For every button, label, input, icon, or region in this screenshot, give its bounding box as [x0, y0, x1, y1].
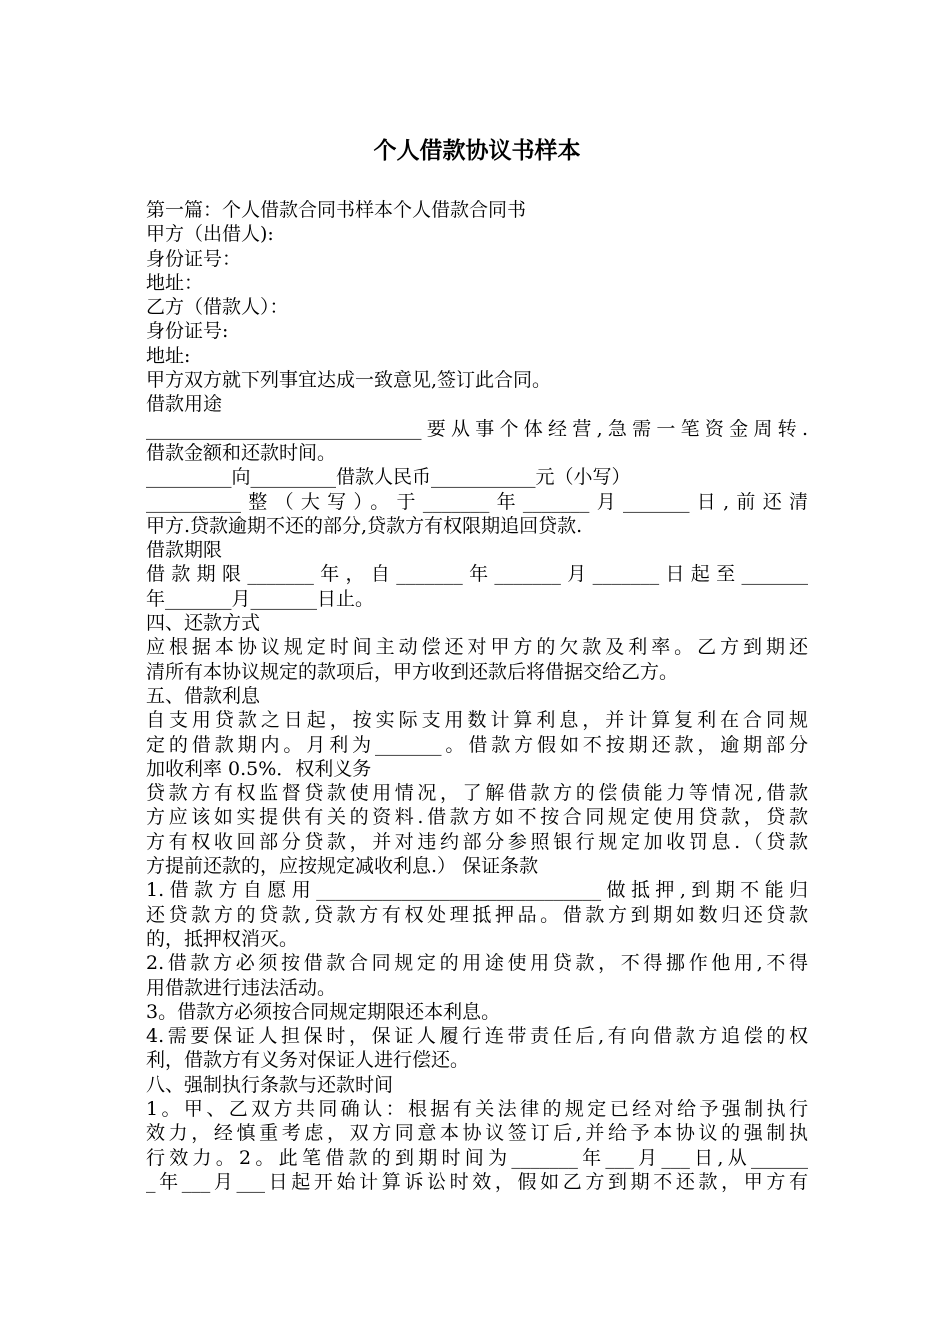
text-line: 的，抵押权消灭。: [146, 927, 299, 950]
document-title: 个人借款协议书样本: [373, 137, 581, 164]
text-line: 乙方（借款人）：: [146, 296, 289, 319]
document-body: [146, 198, 808, 1194]
text-line: 加收利率 0.5%．权利义务: [146, 757, 372, 780]
section-heading: 借款用途: [146, 393, 223, 416]
text-line: 地址：: [146, 271, 204, 294]
text-line: 4.需要保证人担保时，保证人履行连带责任后,有向借款方追偿的权: [146, 1025, 808, 1048]
text-line: _____________________________要从事个体经营,急需一笔资金周转.: [146, 417, 808, 440]
text-line: 甲方.贷款逾期不还的部分,贷款方有权限期追回贷款.: [146, 514, 583, 537]
text-line: _________向_________借款人民币___________元（小写）: [146, 466, 631, 489]
text-line: 还贷款方的贷款,贷款方有权处理抵押品。借款方到期如数归还贷款: [146, 903, 808, 926]
text-line: 贷款方有权监督贷款使用情况，了解借款方的偿债能力等情况,借款: [146, 782, 808, 805]
text-line: 1。甲、乙双方共同确认：根据有关法律的规定已经对给予强制执行: [146, 1097, 808, 1120]
text-line: 行效力。2。此笔借款的到期时间为_______年___月___日,从______: [146, 1146, 808, 1169]
section-heading: 五、借款利息: [146, 684, 261, 707]
text-line: 效力，经慎重考虑，双方同意本协议签订后,并给予本协议的强制执: [146, 1122, 808, 1145]
text-line: 地址:: [146, 344, 191, 367]
text-line: 自支用贷款之日起，按实际支用数计算利息，并计算复利在合同规: [146, 709, 808, 732]
text-line: 用借款进行违法活动。: [146, 976, 337, 999]
text-line: 方提前还款的，应按规定减收利息.） 保证条款: [146, 855, 539, 878]
text-line: 第一篇：个人借款合同书样本个人借款合同书: [146, 199, 527, 221]
section-heading: 八、强制执行条款与还款时间: [146, 1073, 394, 1096]
text-line: 定的借款期内。月利为_______。借款方假如不按期还款，逾期部分: [146, 733, 808, 756]
text-line: 1.借款方自愿用______________________________做抵押,到期不能归: [146, 879, 808, 902]
text-line: 方有权收回部分贷款，并对违约部分参照银行规定加收罚息.（贷款: [146, 830, 808, 853]
text-line: 方应该如实提供有关的资料.借款方如不按合同规定使用贷款，贷款: [146, 806, 808, 829]
text-line: __________整（大写）。于_______年_______月_______日,前还清: [146, 490, 808, 513]
text-line: 甲方双方就下列事宜达成一致意见,签订此合同。: [146, 369, 552, 392]
text-line: 3。借款方必须按合同规定期限还本利息。: [146, 1000, 501, 1023]
text-line: 应根据本协议规定时间主动偿还对甲方的欠款及利率。乙方到期还: [146, 636, 808, 659]
document-page: [146, 132, 808, 1194]
text-line: 身份证号:: [146, 320, 229, 343]
text-line: _年___月___日起开始计算诉讼时效，假如乙方到期不还款，甲方有: [146, 1170, 808, 1193]
section-heading: 借款期限: [146, 539, 223, 562]
section-heading: 借款金额和还款时间。: [146, 441, 337, 464]
text-line: 身份证号：: [146, 247, 242, 270]
section-heading: 四、还款方式: [146, 612, 261, 635]
text-line: 利，借款方有义务对保证人进行偿还。: [146, 1049, 470, 1072]
text-line: 清所有本协议规定的款项后，甲方收到还款后将借据交给乙方。: [146, 660, 679, 683]
text-line: 2.借款方必须按借款合同规定的用途使用贷款，不得挪作他用,不得: [146, 952, 808, 975]
text-line: 借款期限_______年，自_______年_______月_______日起至_______: [146, 563, 808, 586]
text-line: 年_______月_______日止。: [146, 587, 375, 610]
text-line: 甲方（出借人):: [146, 223, 274, 246]
